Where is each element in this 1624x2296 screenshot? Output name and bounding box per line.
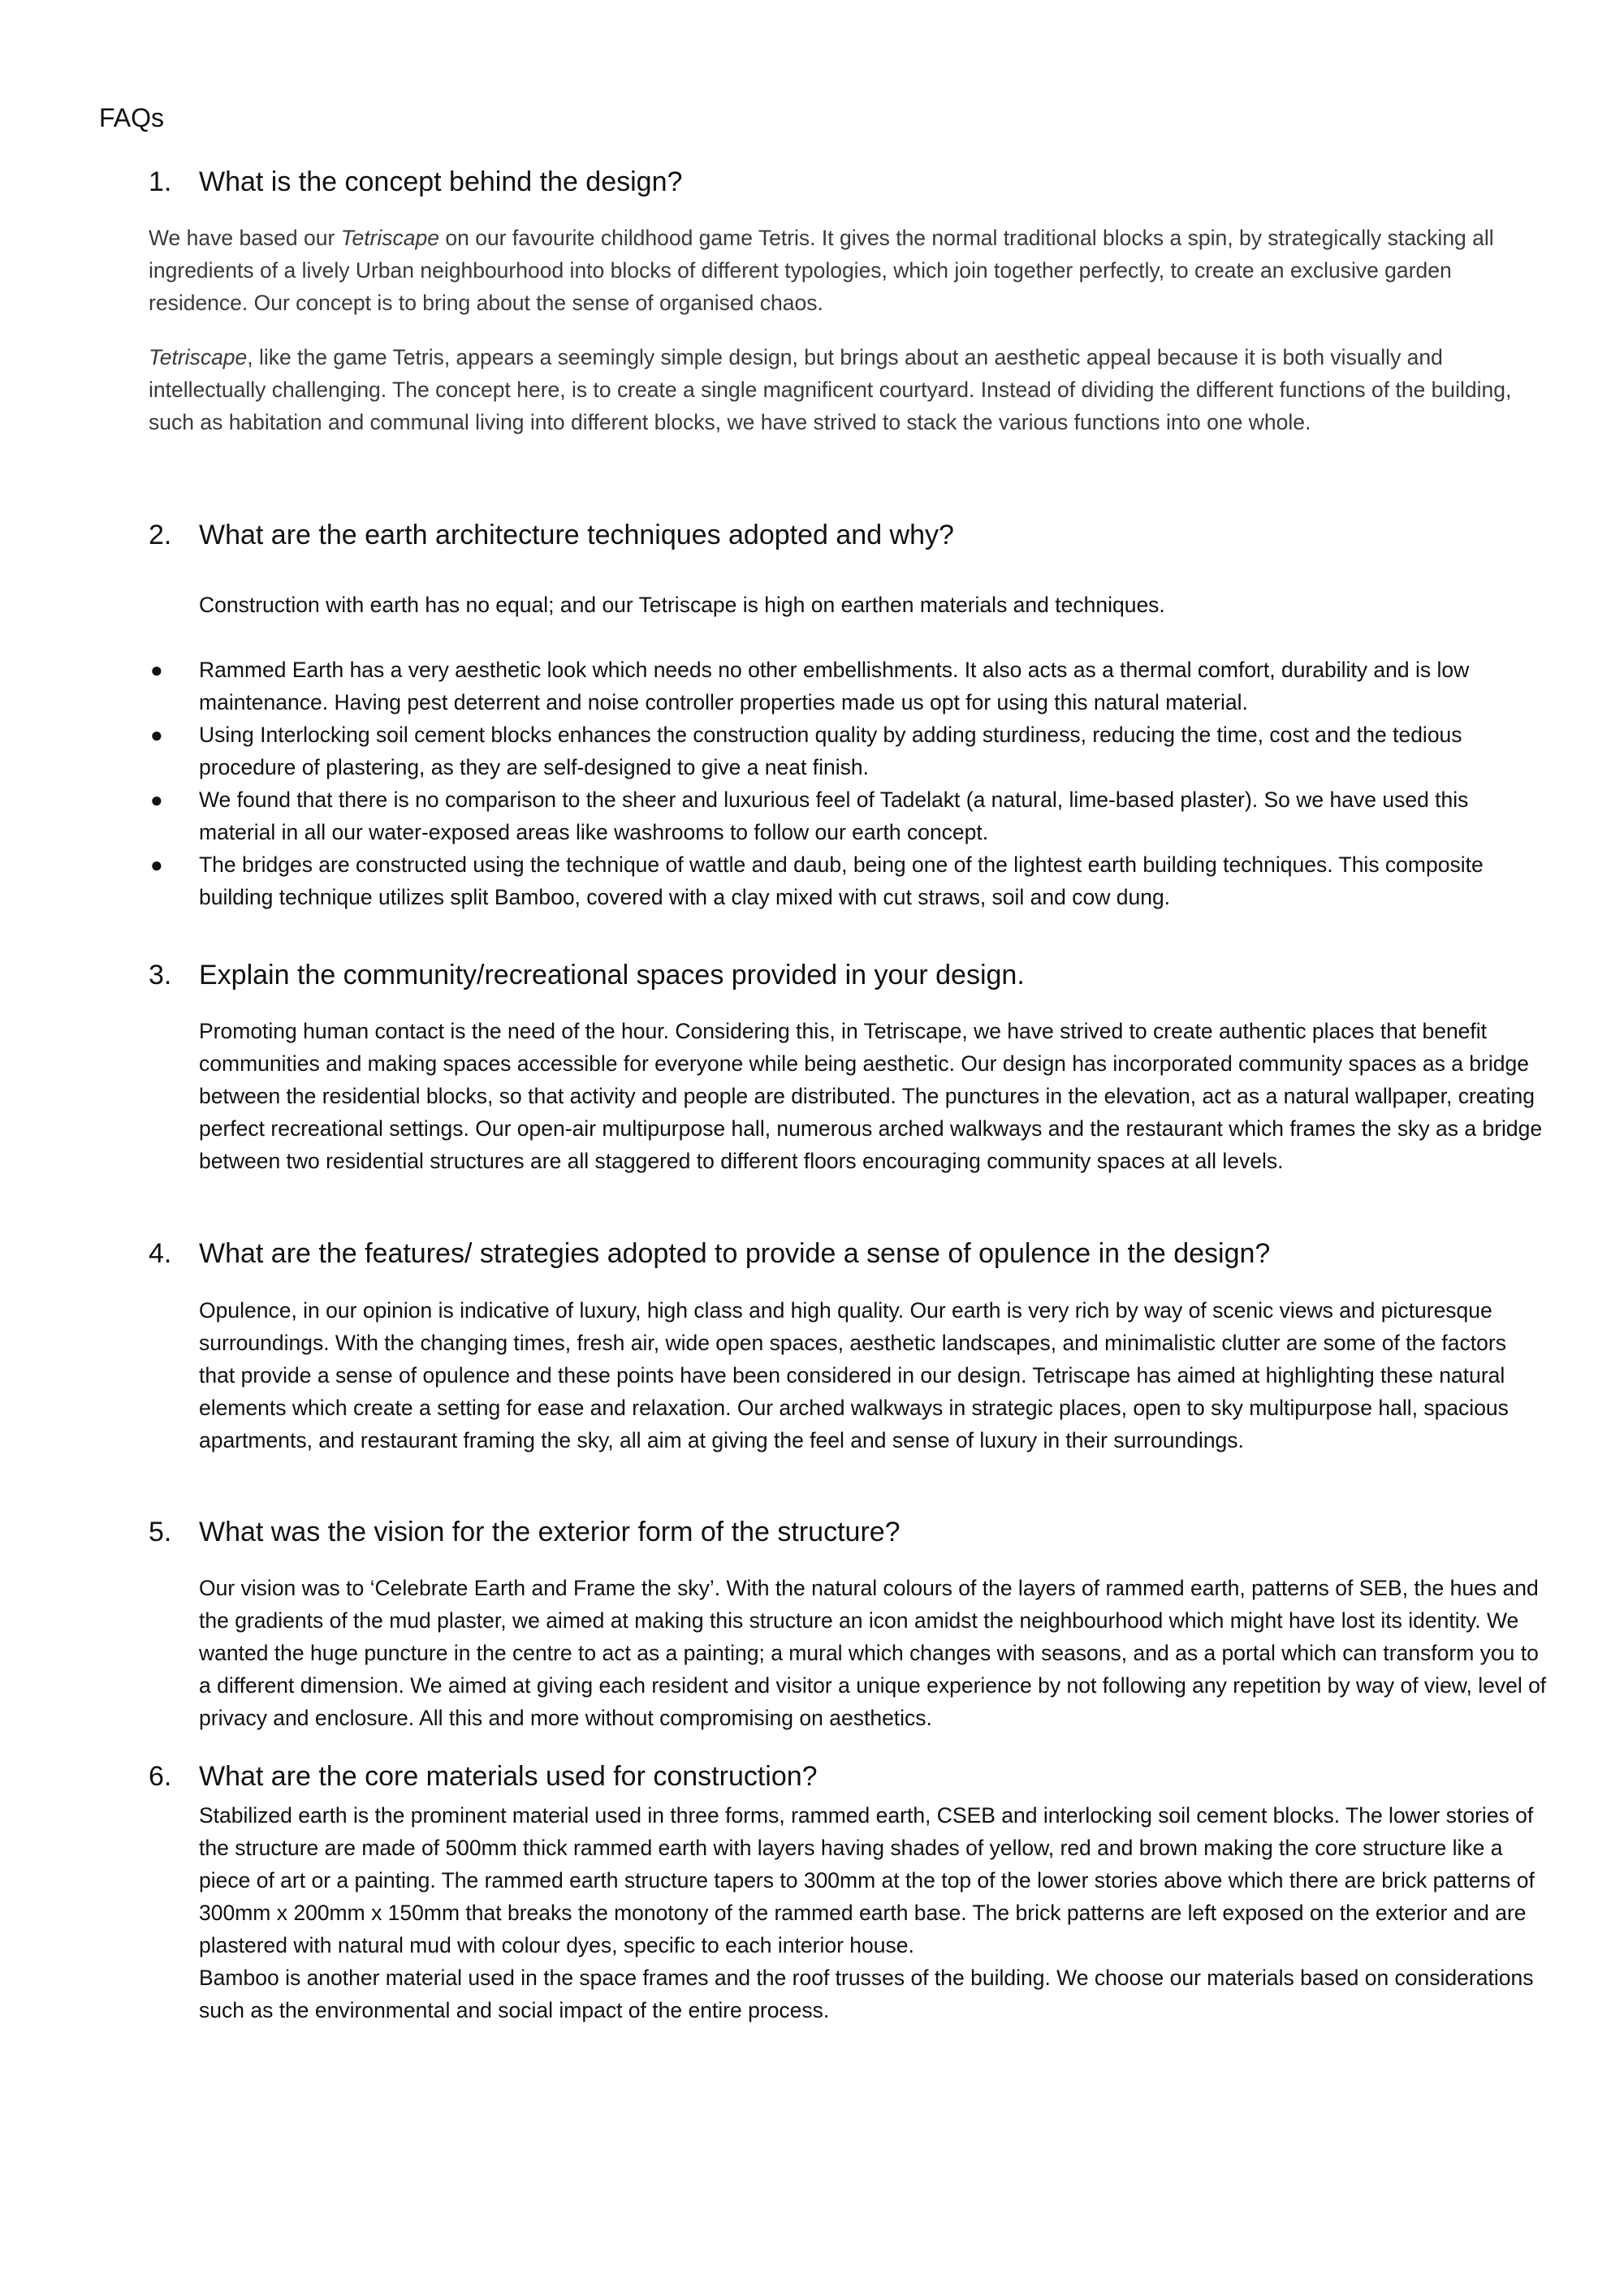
question-4-number: 4.: [149, 1238, 172, 1269]
question-5-heading: [149, 1515, 901, 1549]
question-6-number: 6.: [149, 1761, 172, 1792]
question-6-answer: [199, 1799, 1547, 2026]
question-6-text: What are the core materials used for construction?: [199, 1761, 818, 1792]
bullet-icon: ●: [150, 723, 163, 747]
tetriscape-emphasis: Tetriscape: [149, 345, 248, 369]
bullet-icon: ●: [150, 788, 163, 812]
list-item: ● Rammed Earth has a very aesthetic look which needs no other embellishments. It also acts as a thermal comfort, durability and is low maintenance. Having pest deterrent and noise controller properties made us opt for using this natural material.: [149, 654, 1547, 719]
question-3-answer: Promoting human contact is the need of the hour. Considering this, in Tetriscape, we have strived to create authentic places that benefit communities and making spaces accessible for everyone while being aesthetic. Our design has incorporated community spaces as a bridge between the residential blocks, so that activity and people are distributed. The punctures in the elevation, act as a natural wallpaper, creating perfect recreational settings. Our open-air multipurpose hall, numerous arched walkways and the restaurant which frames the sky as a bridge between two residential structures are all staggered to different floors encouraging community spaces at all levels.: [199, 1019, 1543, 1173]
question-4-heading: [149, 1236, 1270, 1271]
list-item: ● The bridges are constructed using the technique of wattle and daub, being one of the lightest earth building techniques. This composite building technique utilizes split Bamboo, covered with a clay mixed with cut straws, soil and cow dung.: [149, 848, 1547, 913]
question-6-paragraph-1: Stabilized earth is the prominent material used in three forms, rammed earth, CSEB and interlocking soil cement blocks. The lower stories of the structure are made of 500mm thick rammed earth with layers having shades of yellow, red and brown making the core structure like a piece of art or a painting. The rammed earth structure tapers to 300mm at the top of the lower stories above which there are brick patterns of 300mm x 200mm x 150mm that breaks the monotony of the rammed earth base. The brick patterns are left exposed on the exterior and are plastered with natural mud with colour dyes, specific to each interior house.: [199, 1803, 1535, 1957]
question-1-text: What is the concept behind the design?: [199, 166, 683, 197]
bullet-icon: ●: [150, 852, 163, 877]
question-1-number: 1.: [149, 166, 172, 197]
question-4-text: What are the features/ strategies adopted to provide a sense of opulence in the design?: [199, 1238, 1271, 1269]
list-item: ● We found that there is no comparison to the sheer and luxurious feel of Tadelakt (a natural, lime-based plaster). So we have used this material in all our water-exposed areas like washrooms to follow our earth concept.: [149, 783, 1547, 848]
question-3-number: 3.: [149, 960, 172, 990]
tetriscape-emphasis: Tetriscape: [340, 226, 439, 250]
question-2-text: What are the earth architecture techniques adopted and why?: [199, 520, 954, 550]
question-6-paragraph-2: Bamboo is another material used in the space frames and the roof trusses of the building. We choose our materials based on considerations such as the environmental and social impact of the entire process.: [199, 1966, 1534, 2022]
question-1-paragraph-2: Tetriscape, like the game Tetris, appears a seemingly simple design, but brings about an aesthetic appeal because it is both visually and intellectually challenging. The concept here, is to create a single magnificent courtyard. Instead of dividing the different functions of the building, such as habitation and communal living into different blocks, we have strived to stack the various functions into one whole.: [149, 345, 1512, 434]
question-5-number: 5.: [149, 1517, 172, 1547]
question-1-paragraph-1: We have based our Tetriscape on our favourite childhood game Tetris. It gives the normal traditional blocks a spin, by strategically stacking all ingredients of a lively Urban neighbourhood into blocks of different typologies, which join together perfectly, to create an exclusive garden residence. Our concept is to bring about the sense of organised chaos.: [149, 226, 1494, 315]
document-title: FAQs: [99, 103, 165, 132]
question-2-heading: [149, 518, 954, 552]
question-5-answer: Our vision was to ‘Celebrate Earth and Frame the sky’. With the natural colours of the layers of rammed earth, patterns of SEB, the hues and the gradients of the mud plaster, we aimed at making this structure an icon amidst the neighbourhood which might have lost its identity. We wanted the huge puncture in the centre to act as a painting; a mural which changes with seasons, and as a portal which can transform you to a different dimension. We aimed at giving each resident and visitor a unique experience by not following any repetition by way of view, level of privacy and enclosure. All this and more without compromising on aesthetics.: [199, 1576, 1547, 1730]
question-6-heading: [149, 1759, 818, 1793]
question-5-text: What was the vision for the exterior form of the structure?: [199, 1517, 901, 1547]
bullet-icon: ●: [150, 658, 163, 682]
list-item: ● Using Interlocking soil cement blocks enhances the construction quality by adding sturdiness, reducing the time, cost and the tedious procedure of plastering, as they are self-designed to give a neat finish.: [149, 719, 1547, 783]
question-2-number: 2.: [149, 520, 172, 550]
question-3-heading: [149, 958, 1025, 992]
question-3-text: Explain the community/recreational spaces provided in your design.: [199, 960, 1025, 990]
question-1-heading: [149, 165, 682, 199]
question-2-intro: Construction with earth has no equal; and our Tetriscape is high on earthen materials and techniques.: [199, 593, 1165, 617]
earth-techniques-list: [149, 654, 1547, 913]
question-4-answer: Opulence, in our opinion is indicative of luxury, high class and high quality. Our earth is very rich by way of scenic views and picturesque surroundings. With the changing times, fresh air, wide open spaces, aesthetic landscapes, and minimalistic clutter are some of the factors that provide a sense of opulence and these points have been considered in our design. Tetriscape has aimed at highlighting these natural elements which create a setting for ease and relaxation. Our arched walkways in strategic places, open to sky multipurpose hall, spacious apartments, and restaurant framing the sky, all aim at giving the feel and sense of luxury in their surroundings.: [199, 1298, 1509, 1452]
